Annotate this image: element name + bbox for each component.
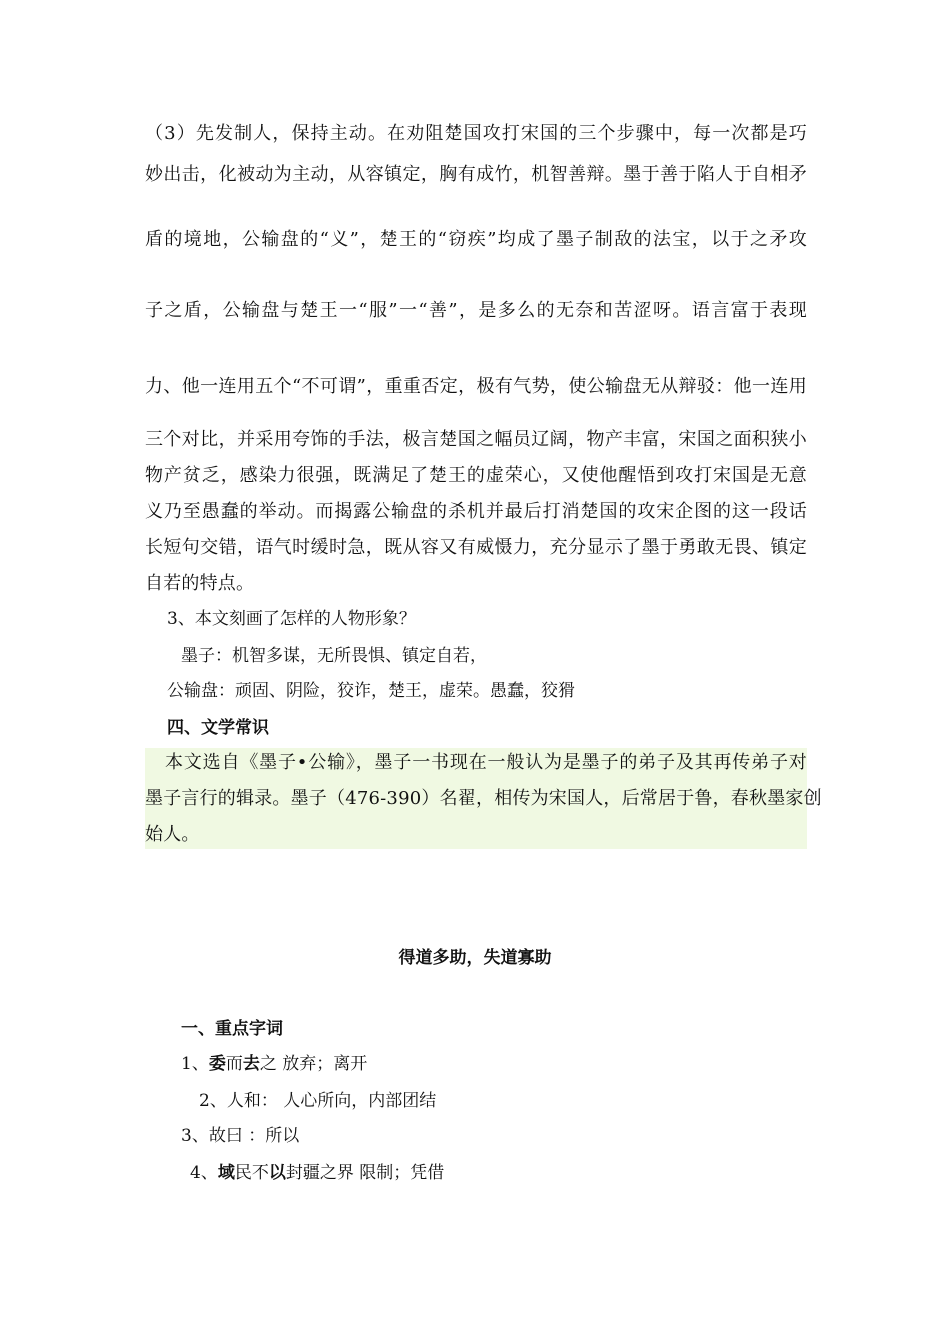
paragraph-line: 自若的特点。	[145, 573, 255, 594]
paragraph-line: 长短句交错，语气时缓时急，既从容又有威慑力，充分显示了墨于勇敢无畏、镇定	[145, 537, 807, 558]
key-word: 域	[217, 1163, 235, 1183]
paragraph-line: 力、他一连用五个“不可谓”，重重否定，极有气势，使公输盘无从辩驳：他一连用	[145, 376, 807, 397]
key-word: 以	[268, 1163, 286, 1183]
key-word-item-3: 3、故曰 ：所以	[181, 1126, 300, 1146]
paragraph-line: （3）先发制人，保持主动。在劝阻楚国攻打宋国的三个步骤中，每一次都是巧	[145, 123, 807, 144]
section-title: 得道多助，失道寡助	[398, 948, 552, 968]
paragraph-line: 盾的境地，公输盘的“义”，楚王的“窃疾”均成了墨子制敌的法宝，以于之矛攻	[145, 229, 807, 250]
character-mozi: 墨子：机智多谋，无所畏惧、镇定自若，	[181, 646, 487, 666]
paragraph-line: 义乃至愚蠢的举动。而揭露公输盘的杀机并最后打消楚国的攻宋企图的这一段话	[145, 501, 807, 522]
paragraph-line: 三个对比，并采用夸饰的手法，极言楚国之幅员辽阔，物产丰富，宋国之面积狭小	[145, 429, 807, 450]
key-word-item-2: 2、人和： 人心所向，内部团结	[199, 1091, 437, 1111]
key-word: 去	[242, 1054, 260, 1074]
paragraph-line: 墨子言行的辑录。墨子（476-390）名翟，相传为宋国人，后常居于鲁，春秋墨家创	[145, 788, 822, 809]
paragraph-line: 始人。	[145, 824, 200, 845]
item-text: 之 放弃；离开	[259, 1054, 368, 1074]
item-text: 封疆之界 限制；凭借	[285, 1163, 445, 1183]
item-text: 民不	[234, 1163, 269, 1183]
item-text: 而	[225, 1054, 243, 1074]
paragraph-line: 子之盾，公输盘与楚王一“服”一“善”，是多么的无奈和苦涩呀。语言富于表现	[145, 300, 807, 321]
question-3: 3、本文刻画了怎样的人物形象？	[167, 609, 416, 629]
item-number: 1、	[181, 1054, 209, 1074]
key-word: 委	[208, 1054, 226, 1074]
heading-literary-knowledge: 四、文学常识	[167, 718, 269, 738]
paragraph-line: 妙出击，化被动为主动，从容镇定，胸有成竹，机智善辩。墨于善于陷人于自相矛	[145, 164, 807, 185]
paragraph-line: 物产贫乏，感染力很强，既满足了楚王的虚荣心，又使他醒悟到攻打宋国是无意	[145, 465, 807, 486]
paragraph-line: 本文选自《墨子•公输》，墨子一书现在一般认为是墨子的弟子及其再传弟子对	[165, 752, 807, 773]
character-gongshu-pan: 公输盘：顽固、阴险，狡诈，楚王，虚荣。愚蠢，狡猾	[167, 681, 575, 701]
key-word-item-1	[181, 1051, 367, 1077]
heading-key-words: 一、重点字词	[181, 1019, 283, 1039]
item-number: 4、	[190, 1163, 218, 1183]
key-word-item-4	[190, 1160, 444, 1186]
